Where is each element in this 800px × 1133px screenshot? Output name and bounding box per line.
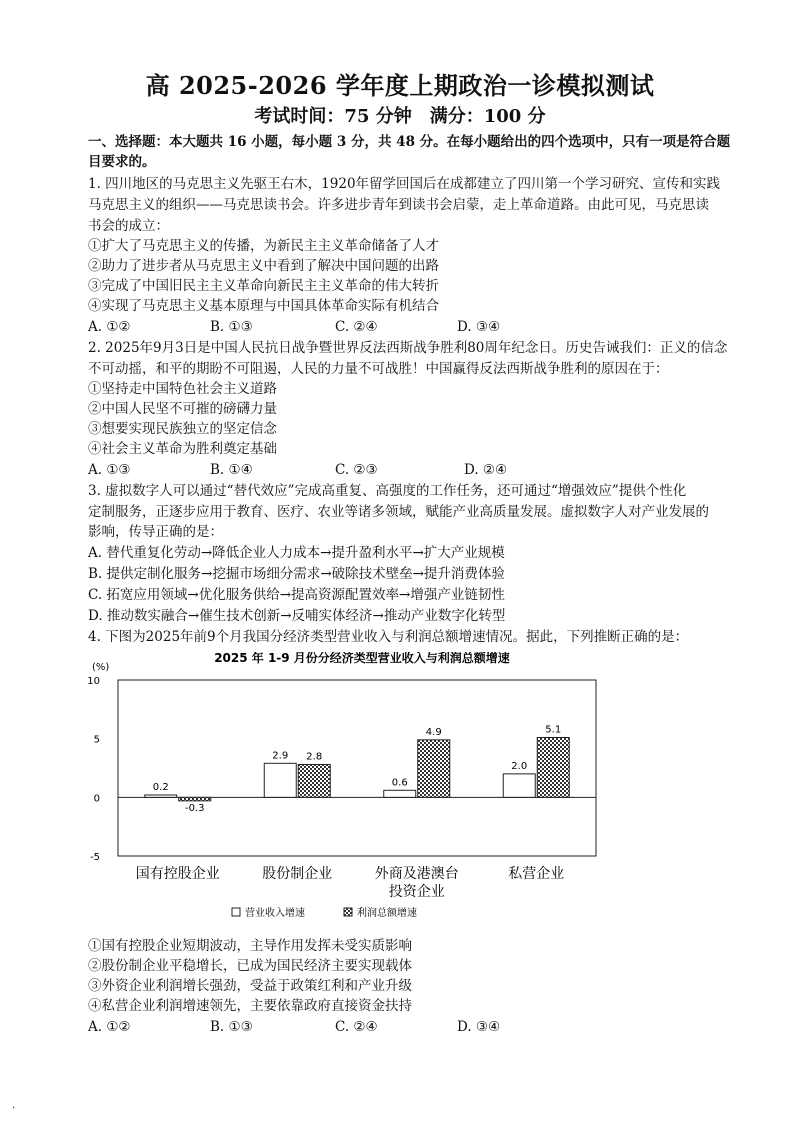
legend-swatch-revenue [232,908,240,916]
y-tick-label: 10 [87,676,100,687]
x-tick-label: 国有控股企业 [135,866,220,882]
page-title: 高 2025-2026 学年度上期政治一诊模拟测试 [145,71,655,100]
q2-option-a[interactable]: A. ①③ [88,462,131,478]
y-axis-unit-label: (%) [92,662,110,673]
q3-stem-line-1: 3. 虚拟数字人可以通过“替代效应”完成高重复、高强度的工作任务，还可通过“增强效应”提供个性化 [88,483,687,499]
bar-revenue [384,790,416,797]
bar-data-label: 0.2 [152,781,169,793]
q4-item-4: ④私营企业利润增速领先，主要依靠政府直接资金扶持 [88,998,412,1014]
q1-item-1: ①扩大了马克思主义的传播，为新民主主义革命储备了人才 [88,238,439,254]
q1-option-a[interactable]: A. ①② [88,319,131,335]
q4-option-b[interactable]: B. ①③ [210,1019,253,1035]
bar-data-label: 0.6 [391,777,408,789]
bar-revenue [145,795,177,797]
q1-stem-line-2: 马克思主义的组织——马克思读书会。许多进步青年到读书会启蒙，走上革命道路。由此可见，马克思读 [88,197,709,213]
q3-stem-line-2: 定制服务，正逐步应用于教育、医疗、农业等诸多领域，赋能产业高质量发展。虚拟数字人对产业发展的 [88,504,709,520]
q1-option-c[interactable]: C. ②④ [335,319,378,335]
q1-option-b[interactable]: B. ①③ [210,319,253,335]
chart-title: 2025 年 1-9 月份分经济类型营业收入与利润总额增速 [214,652,510,665]
q2-option-d[interactable]: D. ②④ [464,462,508,478]
x-tick-label: 投资企业 [388,884,445,900]
q4-option-a[interactable]: A. ①② [88,1019,131,1035]
q1-option-d[interactable]: D. ③④ [457,319,501,335]
q3-option-c[interactable]: C. 拓宽应用领域→优化服务供给→提高资源配置效率→增强产业链韧性 [88,587,505,603]
bar-data-label: 4.9 [425,726,442,738]
q3-option-b[interactable]: B. 提供定制化服务→挖掘市场细分需求→破除技术壁垒→提升消费体验 [88,566,505,582]
q1-item-4: ④实现了马克思主义基本原理与中国具体革命实际有机结合 [88,298,439,314]
q2-item-2: ②中国人民坚不可摧的磅礴力量 [88,401,277,417]
x-tick-label: 私营企业 [508,866,565,882]
page-dot: . [12,1100,16,1111]
bar-data-label: -0.3 [184,802,205,814]
q4-item-3: ③外资企业利润增长强劲，受益于政策红利和产业升级 [88,978,412,994]
bar-profit [179,797,211,801]
q4-item-2: ②股份制企业平稳增长，已成为国民经济主要实现载体 [88,958,412,974]
legend-swatch-profit [344,908,352,916]
q3-option-d[interactable]: D. 推动数实融合→催生技术创新→反哺实体经济→推动产业数字化转型 [88,608,506,624]
q1-stem-line-3: 书会的成立： [88,218,169,234]
x-tick-label: 股份制企业 [262,866,333,882]
q1-item-3: ③完成了中国旧民主主义革命向新民主主义革命的伟大转折 [88,278,439,294]
q2-option-b[interactable]: B. ①④ [210,462,253,478]
bar-data-label: 2.0 [511,760,528,772]
y-tick-label: -5 [90,852,100,863]
bar-data-label: 2.8 [306,751,323,763]
q2-item-4: ④社会主义革命为胜利奠定基础 [88,441,277,457]
q2-stem-line-2: 不可动摇，和平的期盼不可阻遏，人民的力量不可战胜！中国赢得反法西斯战争胜利的原因在于： [88,361,669,377]
q3-option-a[interactable]: A. 替代重复化劳动→降低企业人力成本→提升盈利水平→扩大产业规模 [88,545,505,561]
exam-info: 考试时间：75 分钟 满分：100 分 [254,106,546,127]
legend-label-revenue: 营业收入增速 [245,908,305,919]
q1-stem-line-1: 1. 四川地区的马克思主义先驱王右木，1920年留学回国后在成都建立了四川第一个学习研究、宣传和实践 [88,176,721,192]
q2-item-1: ①坚持走中国特色社会主义道路 [88,381,277,397]
x-tick-label: 外商及港澳台 [374,866,459,882]
section-instructions-line-1: 一、选择题：本大题共 16 小题，每小题 3 分，共 48 分。在每小题给出的四个选项中，只有一项是符合题 [88,134,731,150]
bar-data-label: 2.9 [272,750,289,762]
bar-revenue [503,774,535,797]
q2-item-3: ③想要实现民族独立的坚定信念 [88,421,277,437]
bar-revenue [264,763,296,797]
q4-option-c[interactable]: C. ②④ [335,1019,378,1035]
q4-option-d[interactable]: D. ③④ [457,1019,501,1035]
growth-bar-chart [82,652,642,932]
bar-profit [298,764,330,797]
q4-item-1: ①国有控股企业短期波动，主导作用发挥未受实质影响 [88,938,412,954]
legend-label-profit: 利润总额增速 [357,908,417,919]
bar-profit [418,740,450,797]
y-tick-label: 0 [93,793,100,805]
y-tick-label: 5 [93,734,100,746]
q2-stem-line-1: 2. 2025年9月3日是中国人民抗日战争暨世界反法西斯战争胜利80周年纪念日。历史告诫我们：正义的信念 [88,340,728,356]
q2-option-c[interactable]: C. ②③ [335,462,378,478]
q3-stem-line-3: 影响，传导正确的是： [88,524,223,540]
bar-profit [537,737,569,797]
section-instructions-line-2: 目要求的。 [88,154,156,170]
q1-item-2: ②助力了进步者从马克思主义中看到了解决中国问题的出路 [88,258,439,274]
bar-data-label: 5.1 [545,724,562,736]
q4-stem: 4. 下图为2025年前9个月我国分经济类型营业收入与利润总额增速情况。据此，下列推断正确的是： [88,629,689,645]
